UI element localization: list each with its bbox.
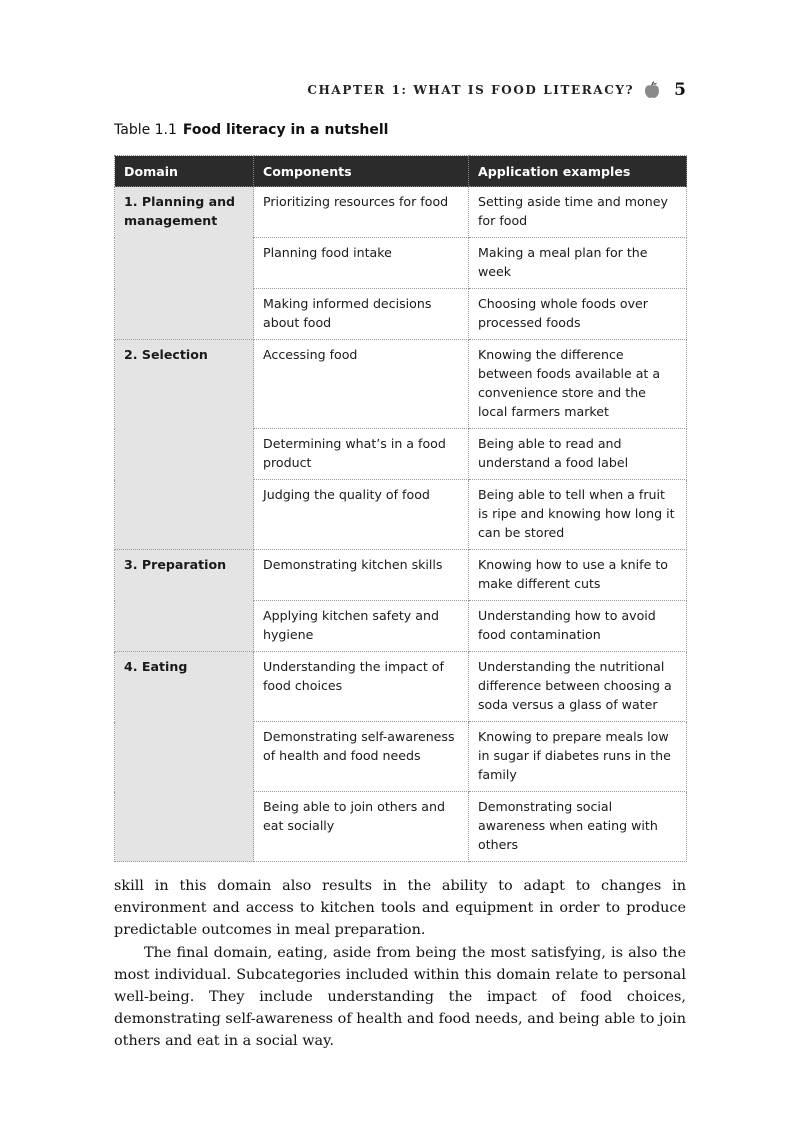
domain-cell: 1. Planning and management	[115, 187, 254, 340]
table-row	[115, 550, 687, 601]
component-cell: Making informed decisions about food	[254, 289, 469, 340]
component-cell: Planning food intake	[254, 238, 469, 289]
column-header-components: Components	[254, 156, 469, 187]
component-cell: Judging the quality of food	[254, 480, 469, 550]
chapter-title: CHAPTER 1: WHAT IS FOOD LITERACY?	[307, 83, 635, 97]
component-cell: Accessing food	[254, 340, 469, 429]
domain-cell: 4. Eating	[115, 652, 254, 862]
food-literacy-table	[114, 155, 687, 862]
table-row	[115, 340, 687, 429]
example-cell: Knowing how to use a knife to make different cuts	[469, 550, 687, 601]
example-cell: Being able to tell when a fruit is ripe and knowing how long it can be stored	[469, 480, 687, 550]
component-cell: Applying kitchen safety and hygiene	[254, 601, 469, 652]
example-cell: Choosing whole foods over processed foods	[469, 289, 687, 340]
example-cell: Setting aside time and money for food	[469, 187, 687, 238]
example-cell: Understanding the nutritional difference between choosing a soda versus a glass of water	[469, 652, 687, 722]
paragraph: The final domain, eating, aside from being the most satisfying, is also the most individual. Subcategories included within this domain relate to personal well-being. They include understanding the impact of food choices, demonstrating self-awareness of health and food needs, and being able to join others and eat in a social way.	[114, 944, 686, 1050]
component-cell: Being able to join others and eat socially	[254, 792, 469, 862]
paragraph: skill in this domain also results in the ability to adapt to changes in environment and access to kitchen tools and equipment in order to produce predictable outcomes in meal preparation.	[114, 878, 686, 939]
body-text	[114, 875, 686, 1053]
component-cell: Understanding the impact of food choices	[254, 652, 469, 722]
apple-icon	[644, 81, 660, 99]
component-cell: Demonstrating kitchen skills	[254, 550, 469, 601]
column-header-examples: Application examples	[469, 156, 687, 187]
example-cell: Making a meal plan for the week	[469, 238, 687, 289]
table-row	[115, 652, 687, 722]
domain-cell: 2. Selection	[115, 340, 254, 550]
column-header-domain: Domain	[115, 156, 254, 187]
example-cell: Understanding how to avoid food contamination	[469, 601, 687, 652]
table-row	[115, 187, 687, 238]
table-title: Food literacy in a nutshell	[182, 122, 389, 138]
page-number: 5	[674, 80, 686, 100]
example-cell: Demonstrating social awareness when eating with others	[469, 792, 687, 862]
example-cell: Knowing to prepare meals low in sugar if diabetes runs in the family	[469, 722, 687, 792]
running-head	[307, 80, 686, 100]
example-cell: Knowing the difference between foods available at a convenience store and the local farmers market	[469, 340, 687, 429]
example-cell: Being able to read and understand a food label	[469, 429, 687, 480]
table-caption	[114, 122, 388, 138]
table-header-row	[115, 156, 687, 187]
table-label: Table 1.1	[114, 122, 177, 138]
component-cell: Determining what’s in a food product	[254, 429, 469, 480]
domain-cell: 3. Preparation	[115, 550, 254, 652]
component-cell: Prioritizing resources for food	[254, 187, 469, 238]
component-cell: Demonstrating self-awareness of health and food needs	[254, 722, 469, 792]
